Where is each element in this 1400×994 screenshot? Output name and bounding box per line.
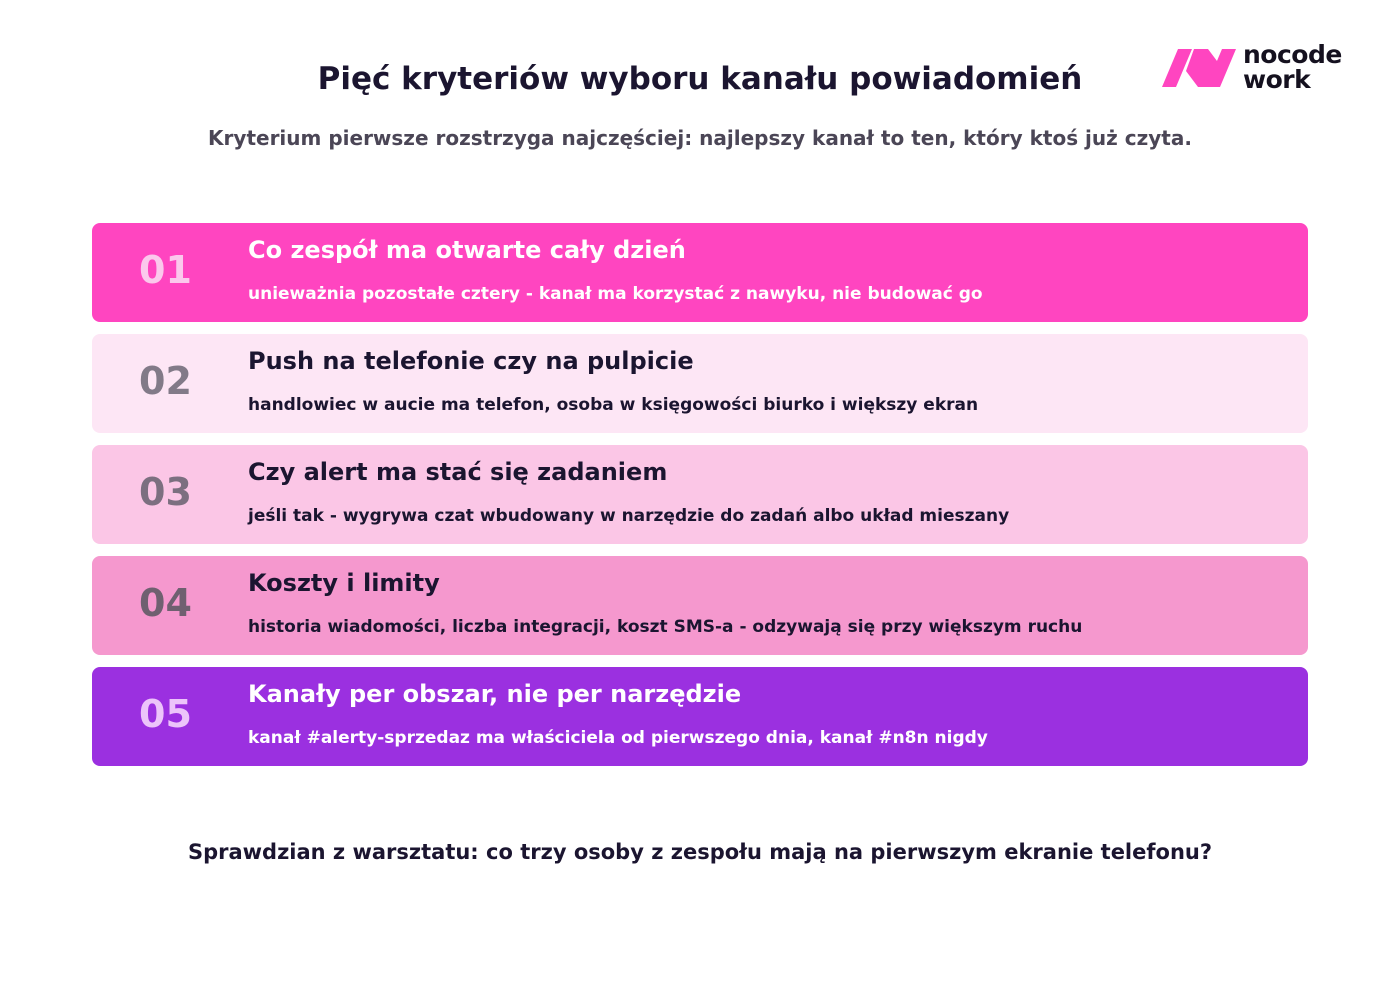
- page-title: Pięć kryteriów wyboru kanału powiadomień: [317, 61, 1083, 97]
- criterion-number: 03: [139, 470, 192, 514]
- criterion-number: 04: [139, 581, 192, 625]
- logo-line-2: work: [1243, 65, 1311, 94]
- criterion-title: Push na telefonie czy na pulpicie: [248, 347, 694, 375]
- criterion-number: 02: [139, 359, 192, 403]
- criterion-title: Kanały per obszar, nie per narzędzie: [248, 680, 742, 708]
- criterion-description: historia wiadomości, liczba integracji, koszt SMS-a - odzywają się przy większym ruchu: [248, 617, 1083, 637]
- criterion-description: kanał #alerty-sprzedaz ma właściciela od pierwszego dnia, kanał #n8n nigdy: [248, 728, 988, 748]
- logo-line-1: nocode: [1243, 40, 1342, 69]
- footer-question: Sprawdzian z warsztatu: co trzy osoby z zespołu mają na pierwszym ekranie telefonu?: [187, 840, 1213, 864]
- criterion-title: Koszty i limity: [248, 569, 440, 597]
- criterion-title: Co zespół ma otwarte cały dzień: [248, 236, 686, 264]
- criterion-number: 05: [139, 692, 192, 736]
- criterion-description: jeśli tak - wygrywa czat wbudowany w narzędzie do zadań albo układ mieszany: [248, 506, 1010, 526]
- criterion-card-4: [92, 556, 1308, 655]
- criteria-list: [92, 223, 1308, 778]
- criterion-card-1: [92, 223, 1308, 322]
- page-subtitle: Kryterium pierwsze rozstrzyga najczęściej: najlepszy kanał to ten, który ktoś już czyta.: [208, 126, 1192, 150]
- criterion-card-5: [92, 667, 1308, 766]
- criterion-number: 01: [139, 248, 192, 292]
- criterion-description: handlowiec w aucie ma telefon, osoba w księgowości biurko i większy ekran: [248, 395, 979, 415]
- criterion-card-2: [92, 334, 1308, 433]
- criterion-title: Czy alert ma stać się zadaniem: [248, 458, 668, 486]
- criterion-description: unieważnia pozostałe cztery - kanał ma korzystać z nawyku, nie budować go: [248, 284, 983, 304]
- criterion-card-3: [92, 445, 1308, 544]
